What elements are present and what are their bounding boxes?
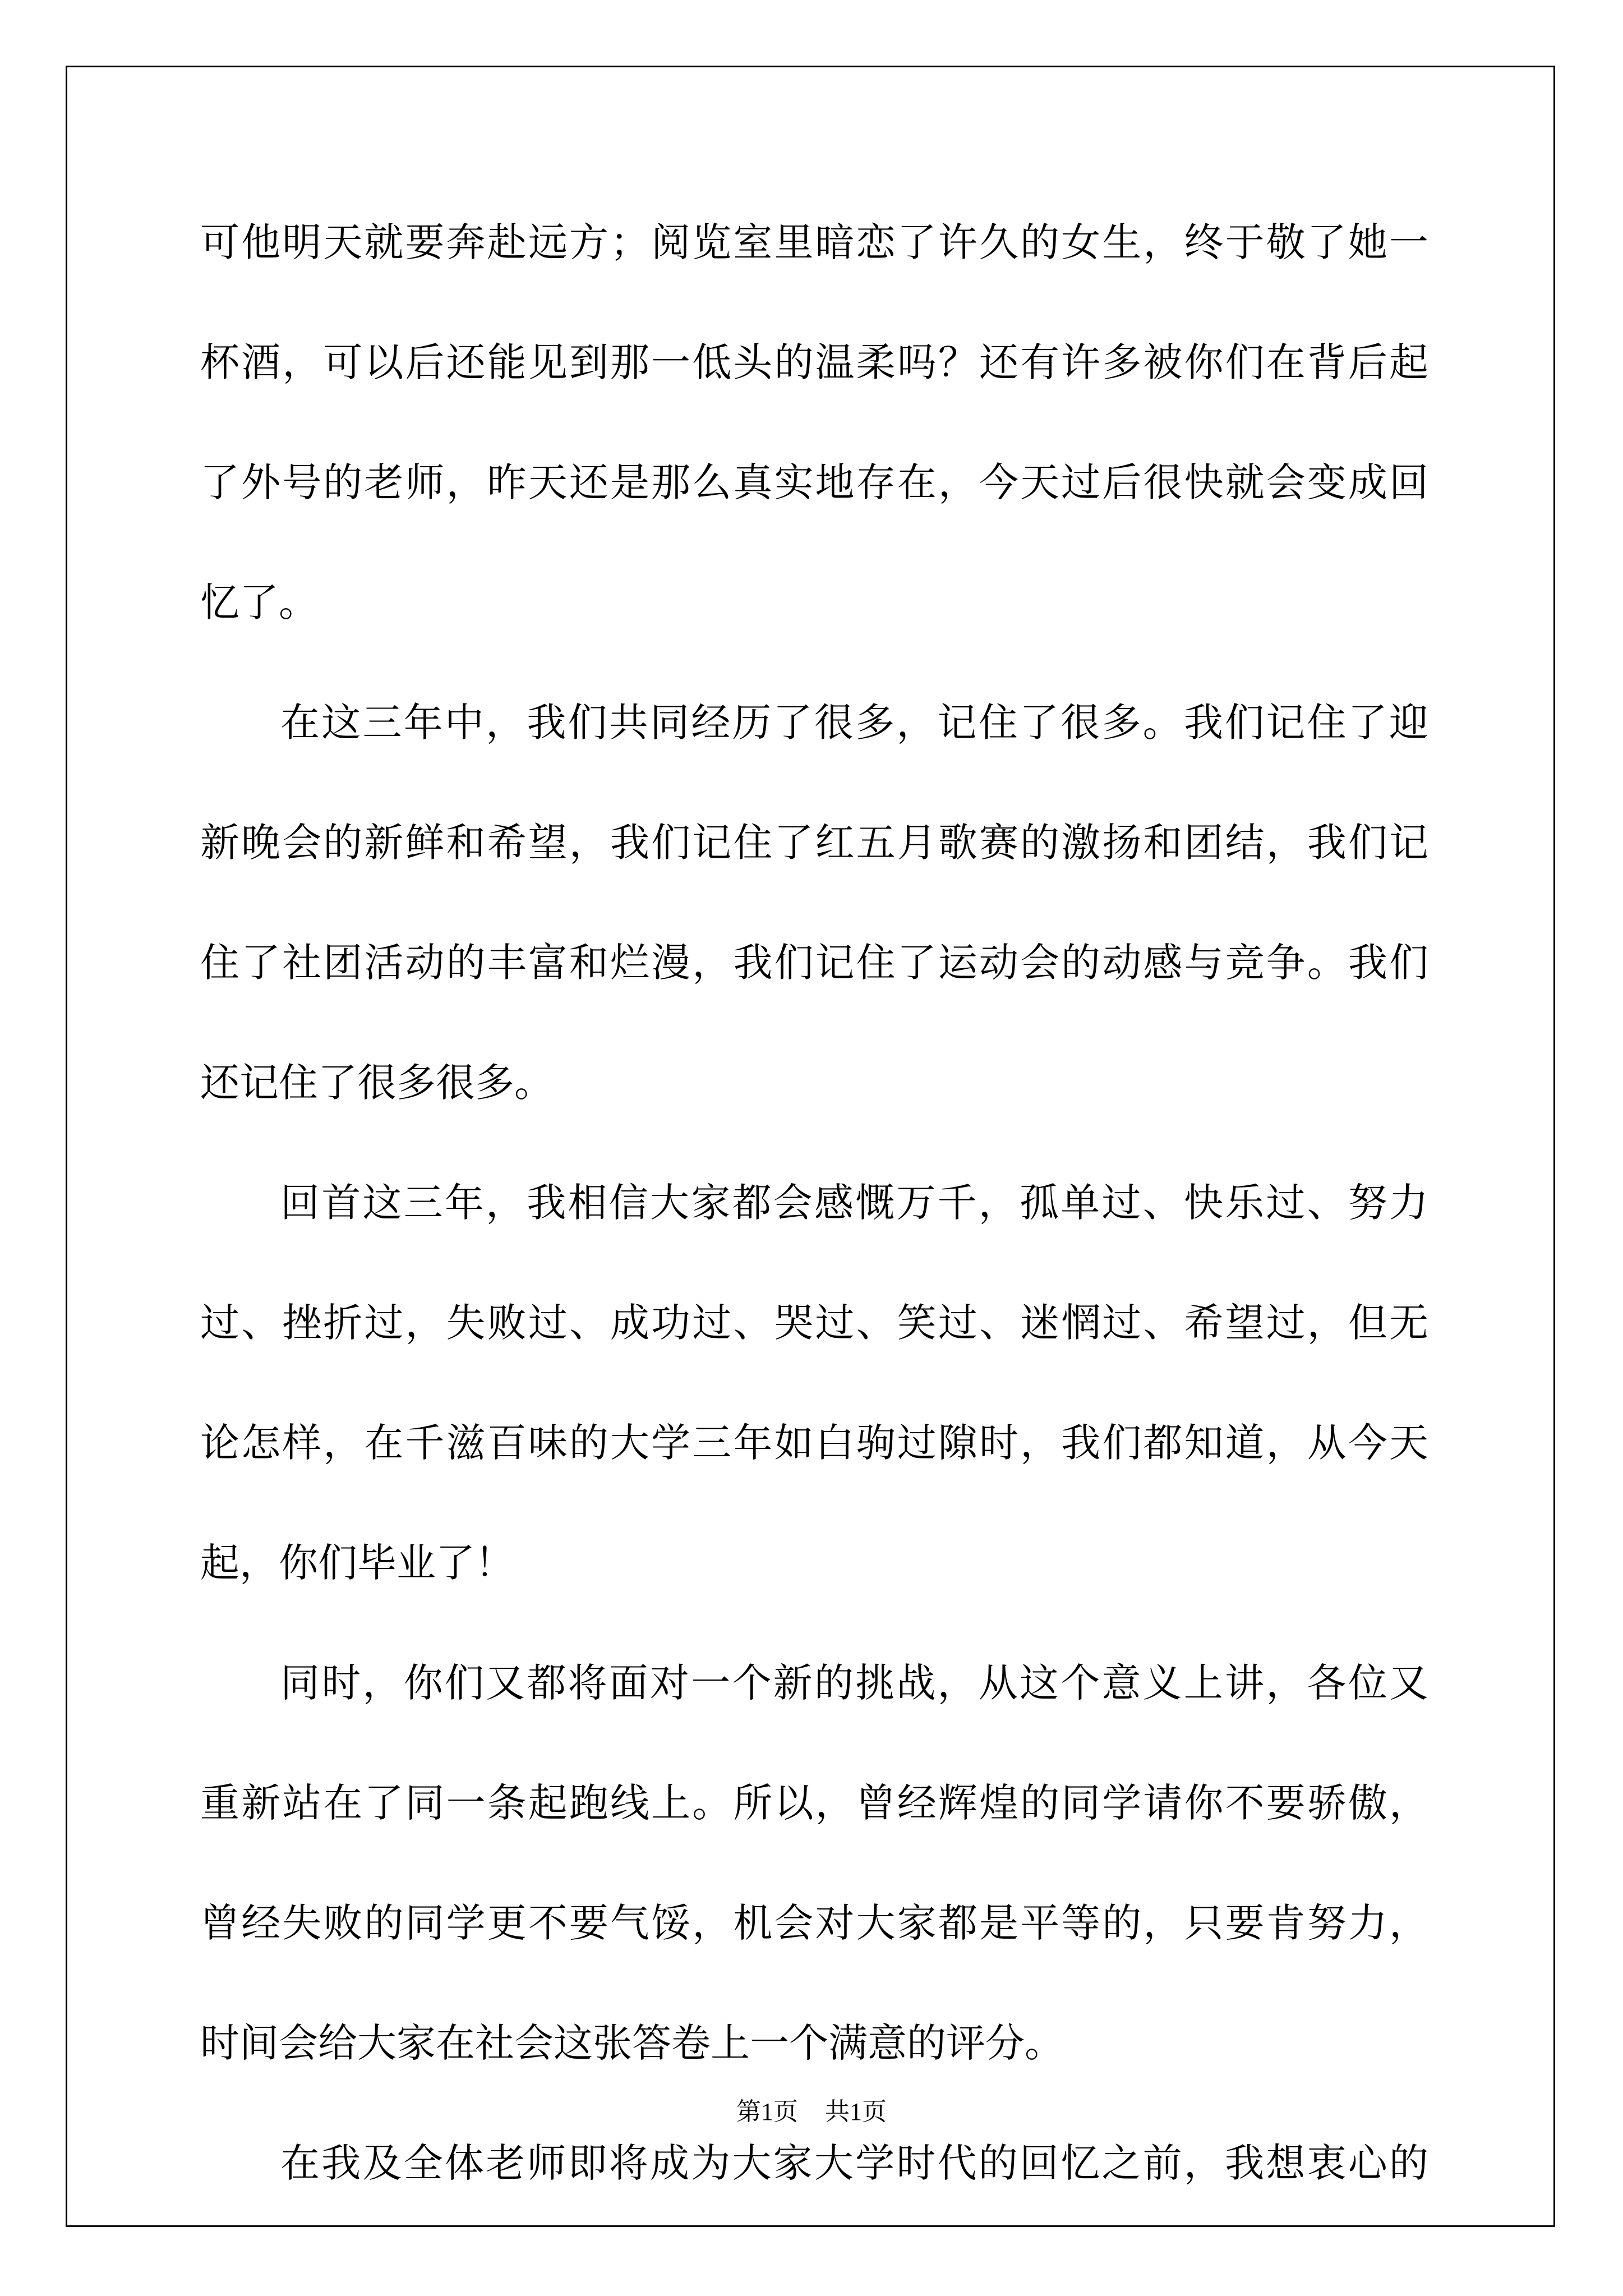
text-line: 起，你们毕业了！ bbox=[200, 1540, 514, 1586]
text-line: 回首这三年，我相信大家都会感慨万千，孤单过、快乐过、努力 bbox=[280, 1180, 1428, 1226]
page-footer bbox=[0, 2095, 1623, 2129]
text-line: 曾经失败的同学更不要气馁，机会对大家都是平等的，只要肯努力， bbox=[200, 1900, 1428, 1946]
text-line: 重新站在了同一条起跑线上。所以，曾经辉煌的同学请你不要骄傲， bbox=[200, 1780, 1428, 1826]
text-line: 同时，你们又都将面对一个新的挑战，从这个意义上讲，各位又 bbox=[280, 1660, 1428, 1706]
text-line: 杯酒，可以后还能见到那一低头的温柔吗？还有许多被你们在背后起 bbox=[200, 339, 1428, 385]
text-line: 论怎样，在千滋百味的大学三年如白驹过隙时，我们都知道，从今天 bbox=[200, 1420, 1428, 1466]
text-line: 了外号的老师，昨天还是那么真实地存在，今天过后很快就会变成回 bbox=[200, 459, 1428, 505]
text-line: 在我及全体老师即将成为大家大学时代的回忆之前，我想衷心的 bbox=[280, 2140, 1428, 2186]
text-line: 时间会给大家在社会这张答卷上一个满意的评分。 bbox=[200, 2020, 1064, 2066]
text-line: 住了社团活动的丰富和烂漫，我们记住了运动会的动感与竞争。我们 bbox=[200, 940, 1428, 986]
text-line: 忆了。 bbox=[200, 579, 318, 625]
text-line: 还记住了很多很多。 bbox=[200, 1060, 554, 1106]
text-line: 过、挫折过，失败过、成功过、哭过、笑过、迷惘过、希望过，但无 bbox=[200, 1300, 1428, 1346]
text-line: 在这三年中，我们共同经历了很多，记住了很多。我们记住了迎 bbox=[280, 700, 1428, 746]
page-number: 第1页 bbox=[736, 2098, 798, 2125]
page-total: 共1页 bbox=[825, 2098, 887, 2125]
text-line: 新晚会的新鲜和希望，我们记住了红五月歌赛的激扬和团结，我们记 bbox=[200, 820, 1428, 866]
document-body bbox=[200, 209, 1428, 2249]
text-line: 可他明天就要奔赴远方；阅览室里暗恋了许久的女生，终于敬了她一 bbox=[200, 219, 1428, 265]
